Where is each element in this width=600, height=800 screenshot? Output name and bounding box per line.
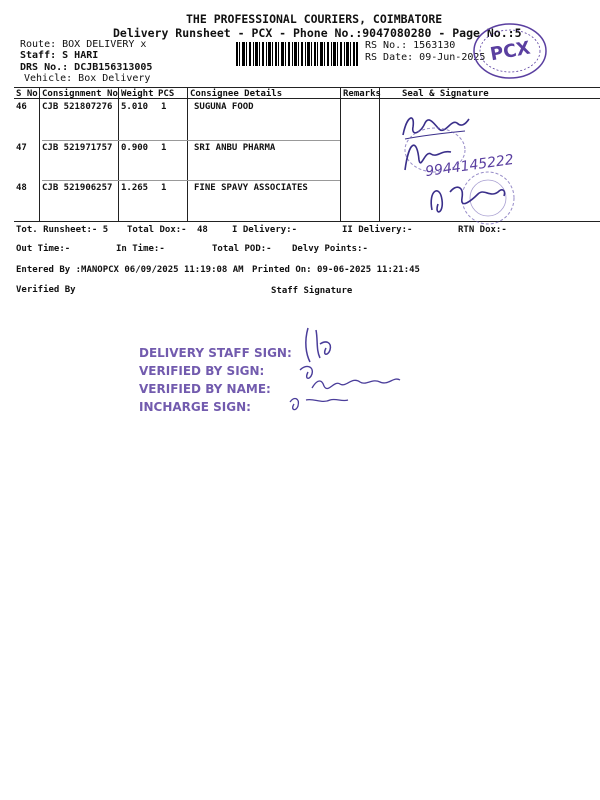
row-48-sno: 48 xyxy=(16,183,27,193)
col-weight: Weight xyxy=(121,89,154,99)
row-48-pcs: 1 xyxy=(161,183,167,193)
col-remarks: Remarks xyxy=(343,89,381,99)
row-47-consignee: SRI ANBU PHARMA xyxy=(194,143,276,153)
in-time: In Time:- xyxy=(116,244,165,254)
printed-on: Printed On: 09-06-2025 11:21:45 xyxy=(252,265,420,275)
col-consignment: Consignment No xyxy=(42,89,118,99)
row-47-consignment: CJB 521971757 xyxy=(42,143,113,153)
col-seal: Seal & Signature xyxy=(402,89,489,99)
drs-no: DRS No.: DCJB156313005 xyxy=(20,62,153,73)
rtn-dox: RTN Dox:- xyxy=(458,225,507,235)
total-dox-label: Total Dox:- xyxy=(127,225,187,235)
pcx-stamp xyxy=(470,20,550,82)
row-48-consignment: CJB 521906257 xyxy=(42,183,113,193)
tot-runsheet: Tot. Runsheet:- 5 xyxy=(16,225,109,235)
total-dox-value: 48 xyxy=(197,225,208,235)
row-46-sno: 46 xyxy=(16,102,27,112)
table-top-line xyxy=(14,87,600,88)
col-sno: S No xyxy=(16,89,38,99)
vehicle: Vehicle: Box Delivery xyxy=(24,73,151,84)
verified-by: Verified By xyxy=(16,285,76,295)
row-47-weight: 0.900 xyxy=(121,143,149,153)
col-pcs: PCS xyxy=(158,89,175,99)
col-consignee: Consignee Details xyxy=(190,89,283,99)
runsheet-line: Delivery Runsheet - PCX - Phone No.:9047080280 - Page No.:5 xyxy=(113,26,522,40)
total-pod: Total POD:- xyxy=(212,244,272,254)
handwriting-stamp-block xyxy=(260,320,420,420)
rs-date: RS Date: 09-Jun-2025 xyxy=(365,52,486,63)
seal-row-48 xyxy=(420,170,530,230)
rs-no: RS No.: 1563130 xyxy=(365,40,456,51)
row-47-pcs: 1 xyxy=(161,143,167,153)
row-46-weight: 5.010 xyxy=(121,102,149,112)
i-delivery: I Delivery:- xyxy=(232,225,298,235)
stamp-verified-sign: VERIFIED BY SIGN: xyxy=(139,364,265,378)
route: Route: BOX DELIVERY x xyxy=(20,39,147,50)
company-title: THE PROFESSIONAL COURIERS, COIMBATORE xyxy=(186,12,443,26)
delvy-points: Delvy Points:- xyxy=(292,244,368,254)
row-46-pcs: 1 xyxy=(161,102,167,112)
staff: Staff: S HARI xyxy=(20,50,99,61)
out-time: Out Time:- xyxy=(16,244,71,254)
barcode xyxy=(236,42,358,66)
row-46-consignee: SUGUNA FOOD xyxy=(194,102,254,112)
row-48-consignee: FINE SPAVY ASSOCIATES xyxy=(194,183,308,193)
stamp-incharge-sign: INCHARGE SIGN: xyxy=(139,400,251,414)
row-46-consignment: CJB 521807276 xyxy=(42,102,113,112)
ii-delivery: II Delivery:- xyxy=(342,225,413,235)
stamp-delivery-sign: DELIVERY STAFF SIGN: xyxy=(139,346,292,360)
staff-signature: Staff Signature xyxy=(271,286,353,296)
row-48-weight: 1.265 xyxy=(121,183,149,193)
stamp-verified-name: VERIFIED BY NAME: xyxy=(139,382,271,396)
row-47-sno: 47 xyxy=(16,143,27,153)
handwritten-phone: 9944145222 xyxy=(424,151,515,181)
entered-by: Entered By :MANOPCX 06/09/2025 11:19:08 AM xyxy=(16,265,244,275)
pcx-stamp-text: PCX xyxy=(488,37,532,66)
